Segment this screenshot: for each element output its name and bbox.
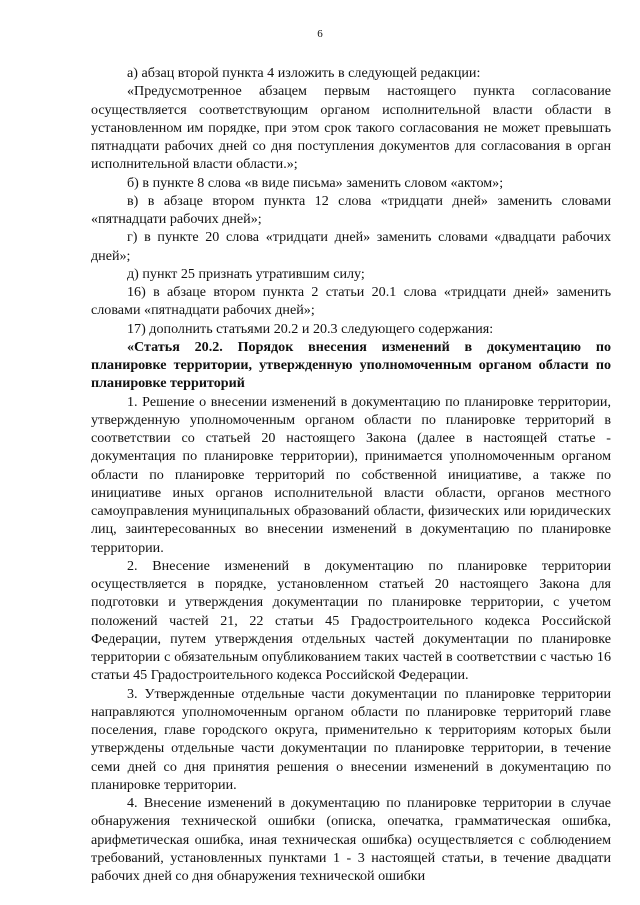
- paragraph: 17) дополнить статьями 20.2 и 20.3 следующего содержания:: [127, 320, 494, 337]
- article-paragraph: 4. Внесение изменений в документацию по планировке территории в случае обнаружения технической ошибки (описка, опечатка, грамматическая ошибка, арифметическая ошибка, иная техническая ошибка) осуществляется с соблюдением требований, установленных пунктами 1 - 3 настоящей статьи, в течение двадцати рабочих дней со дня обнаружения технической ошибки: [91, 795, 611, 884]
- paragraph: «Предусмотренное абзацем первым настоящего пункта согласование осуществляется соответствующим органом исполнительной власти области в установленном им порядке, при этом срок такого согласования не может превышать пятнадцати рабочих дней со дня поступления документов для согласования в орган исполнительной власти области.»;: [91, 83, 611, 173]
- paragraph: д) пункт 25 признать утратившим силу;: [127, 265, 365, 282]
- paragraph: в) в абзаце втором пункта 12 слова «тридцати дней» заменить словами «пятнадцати рабочих дней»;: [91, 192, 611, 227]
- article-title: «Статья 20.2. Порядок внесения изменений в документацию по планировке территории, утвержденную уполномоченным органом области по планировке территорий: [91, 338, 611, 392]
- page-number: 6: [317, 28, 323, 40]
- article-paragraph: 1. Решение о внесении изменений в документацию по планировке территории, утвержденную уполномоченным органом области по планировке территорий в соответствии со статьей 20 настоящего Закона (далее в настоящей статье - документация по планировке территории), принимается уполномоченным органом области по планировке территорий по собственной инициативе, а также по инициативе иных органов исполнительной власти области, органов местного самоуправления муниципальных образований области, физических или юридических лиц, заинтересованных во внесении изменений в документацию по планировке территории.: [91, 393, 611, 556]
- article-paragraph: 2. Внесение изменений в документацию по планировке территории осуществляется в порядке, установленном статьей 20 настоящего Закона для подготовки и утверждения документации по планировке территории, с учетом положений частей 21, 22 статьи 45 Градостроительного кодекса Российской Федерации, путем утверждения отдельных частей документации по планировке территории с обязательным опубликованием таких частей в соответствии с частью 16 статьи 45 Градостроительного кодекса Российской Федерации.: [91, 557, 611, 684]
- paragraph: б) в пункте 8 слова «в виде письма» заменить словом «актом»;: [127, 174, 504, 191]
- document-body: [91, 64, 611, 885]
- paragraph: а) абзац второй пункта 4 изложить в следующей редакции:: [127, 65, 481, 81]
- paragraph: 16) в абзаце втором пункта 2 статьи 20.1 слова «тридцати дней» заменить словами «пятнадцати рабочих дней»;: [91, 284, 611, 319]
- article-paragraph: 3. Утвержденные отдельные части документации по планировке территории направляются уполномоченным органом области по планировке территорий главе поселения, главе городского округа, применительно к территориям которых были утверждены отдельные части документации по планировке территории, в течение семи дней со дня принятия решения о внесении изменений в документацию по планировке территории.: [91, 685, 611, 793]
- paragraph: г) в пункте 20 слова «тридцати дней» заменить словами «двадцати рабочих дней»;: [91, 229, 611, 264]
